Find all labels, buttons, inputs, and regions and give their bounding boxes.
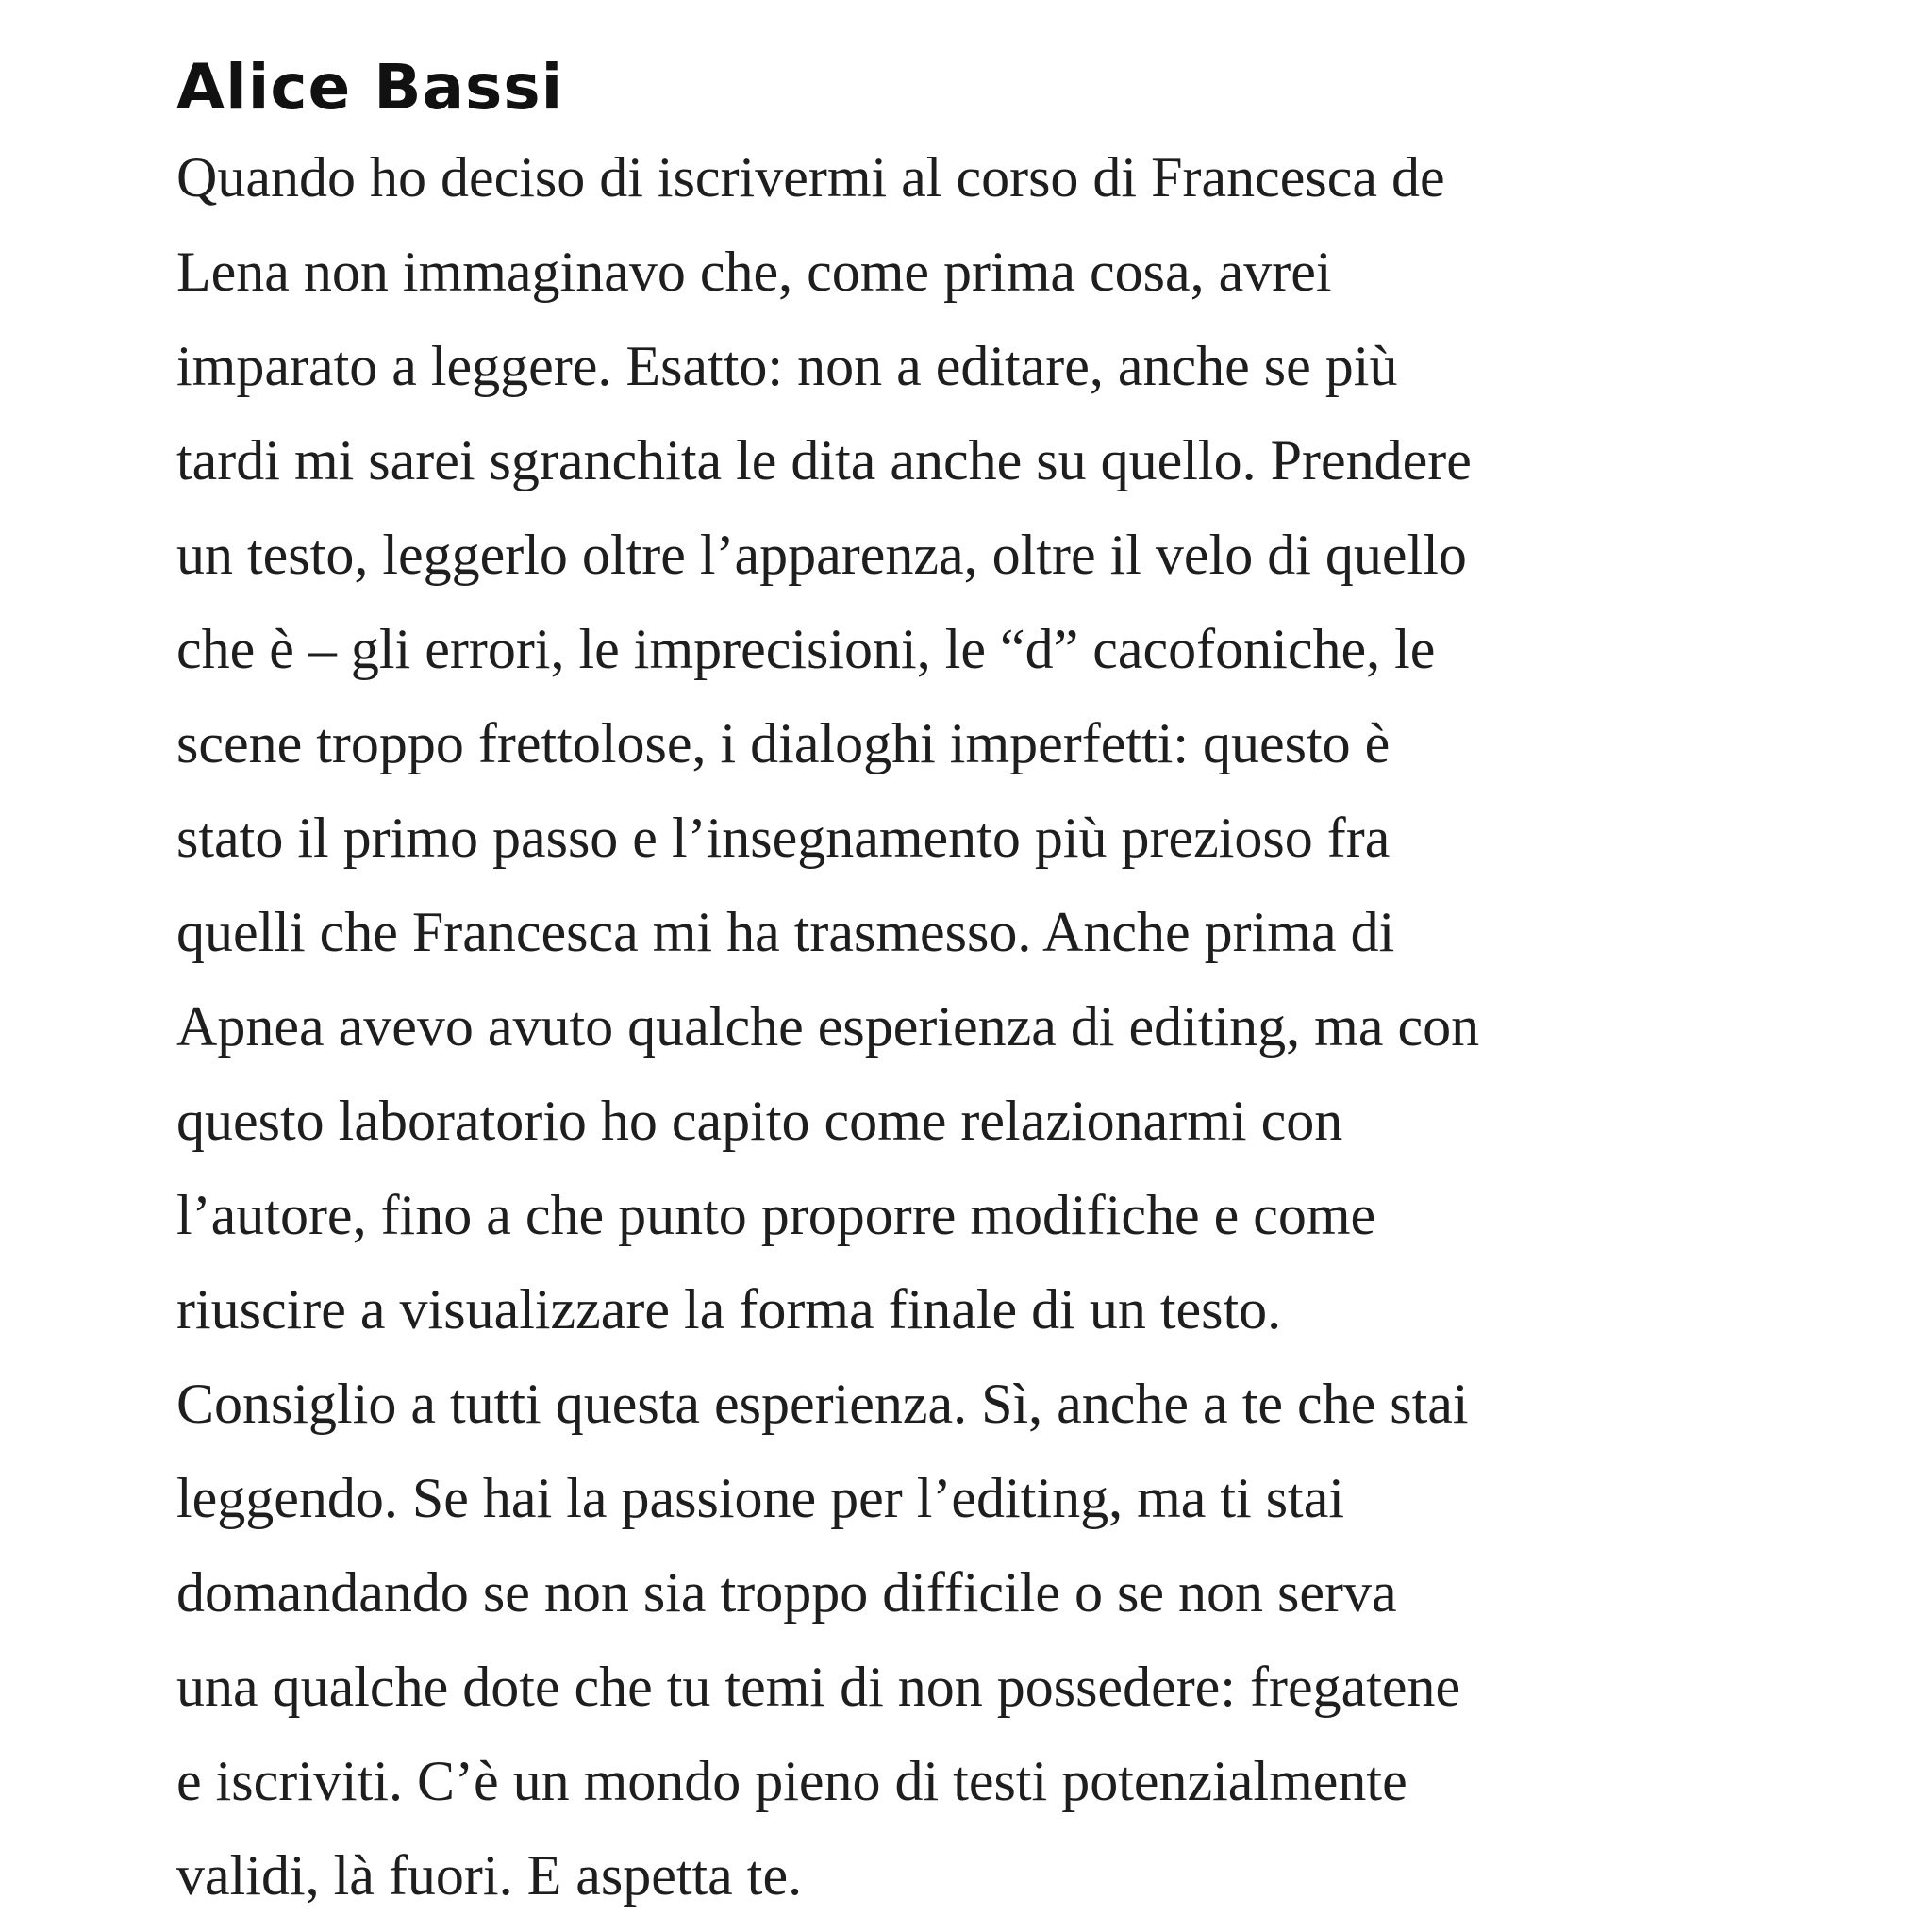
text-line: tardi mi sarei sgranchita le dita anche su quello. Prendere bbox=[176, 429, 1472, 491]
text-line: un testo, leggerlo oltre l’apparenza, oltre il velo di quello bbox=[176, 524, 1467, 586]
text-line: stato il primo passo e l’insegnamento più prezioso fra bbox=[176, 807, 1391, 869]
text-line: Consiglio a tutti questa esperienza. Sì, anche a te che stai bbox=[176, 1373, 1469, 1435]
text-line: validi, là fuori. E aspetta te. bbox=[176, 1844, 803, 1907]
author-name: Alice Bassi bbox=[176, 51, 564, 124]
text-line: l’autore, fino a che punto proporre modifiche e come bbox=[176, 1184, 1376, 1246]
text-line: scene troppo frettolose, i dialoghi imperfetti: questo è bbox=[176, 712, 1391, 774]
text-line: Quando ho deciso di iscrivermi al corso di Francesca de bbox=[176, 146, 1445, 208]
text-line: Lena non immaginavo che, come prima cosa, avrei bbox=[176, 241, 1332, 303]
text-line: leggendo. Se hai la passione per l’editing, ma ti stai bbox=[176, 1467, 1345, 1529]
text-line: riuscire a visualizzare la forma finale di un testo. bbox=[176, 1278, 1282, 1341]
text-line: questo laboratorio ho capito come relazionarmi con bbox=[176, 1090, 1343, 1152]
text-line: Apnea avevo avuto qualche esperienza di editing, ma con bbox=[176, 995, 1480, 1058]
testimonial-text bbox=[176, 130, 1799, 1923]
text-line: che è – gli errori, le imprecisioni, le “d” cacofoniche, le bbox=[176, 618, 1436, 680]
text-line: imparato a leggere. Esatto: non a editare, anche se più bbox=[176, 335, 1398, 397]
testimonial-block bbox=[176, 45, 1799, 1923]
text-line: una qualche dote che tu temi di non possedere: fregatene bbox=[176, 1656, 1461, 1718]
text-line: quelli che Francesca mi ha trasmesso. Anche prima di bbox=[176, 901, 1395, 963]
text-line: domandando se non sia troppo difficile o se non serva bbox=[176, 1561, 1397, 1624]
text-line: e iscriviti. C’è un mondo pieno di testi potenzialmente bbox=[176, 1750, 1407, 1812]
